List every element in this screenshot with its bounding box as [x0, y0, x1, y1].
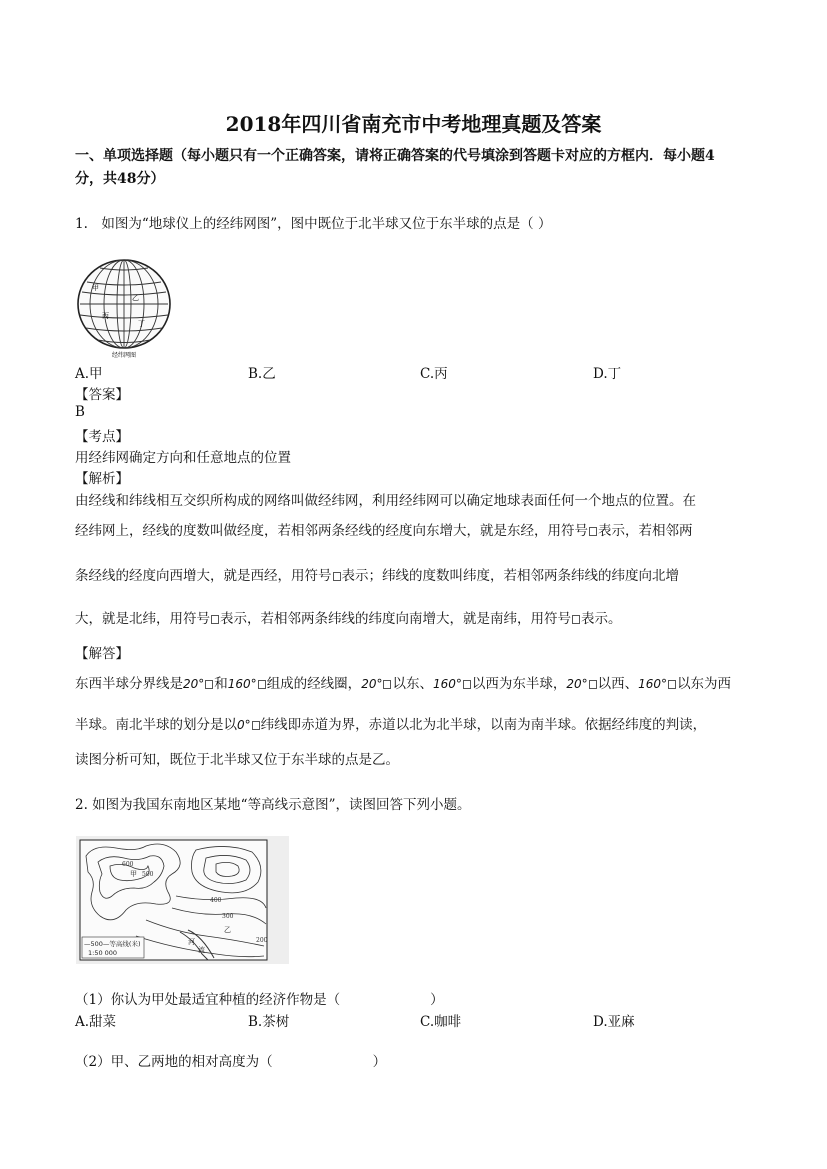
map-scale: 1:50 000: [88, 949, 118, 957]
jieda-line-3: 读图分析可知，既位于北半球又位于东半球的点是乙。: [75, 752, 399, 768]
q2-sub1-option-c: C.咖啡: [420, 1014, 462, 1030]
symbol-placeholder-icon: [668, 680, 676, 689]
globe-label-yi: 乙: [132, 294, 139, 302]
map-label-he: 河: [188, 938, 195, 946]
contour-map-figure: [76, 836, 289, 964]
q2-sub2-close: ）: [372, 1054, 387, 1070]
page-title: 2018年四川省南充市中考地理真题及答案: [225, 112, 602, 136]
q1-option-d: D.丁: [593, 366, 622, 382]
jiexi-line-4: [75, 607, 622, 627]
symbol-placeholder-icon: [572, 615, 580, 624]
jieda-tag: 【解答】: [75, 646, 129, 662]
jieda-text: 以东、: [392, 676, 433, 692]
map-label-200: 200: [256, 937, 268, 944]
jiexi-line-2b: 表示，若相邻两: [598, 523, 693, 539]
globe-label-jia: 甲: [92, 284, 99, 292]
answer-value: B: [75, 404, 85, 420]
jieda-line-2: [75, 713, 706, 733]
jieda-text: 以西为东半球，: [471, 676, 567, 692]
map-legend: —500—等高线(米): [84, 940, 141, 948]
globe-caption: 经纬网图: [111, 352, 137, 359]
math-160: 160°: [638, 677, 668, 691]
jiexi-line-3: [75, 564, 679, 584]
section-heading-line2: 分，共48分）: [75, 171, 165, 187]
jiexi-line-4a: 大，就是北纬，用符号: [75, 611, 210, 627]
symbol-placeholder-icon: [252, 721, 260, 730]
symbol-placeholder-icon: [333, 572, 341, 581]
globe-label-bing: 丙: [102, 312, 109, 320]
jieda-text: 以东为西: [677, 676, 732, 692]
map-label-600: 600: [122, 861, 134, 868]
jiexi-line-4b: 表示，若相邻两条纬线的纬度向南增大，就是南纬，用符号: [220, 611, 571, 627]
jiexi-line-4c: 表示。: [581, 611, 622, 627]
symbol-placeholder-icon: [383, 680, 391, 689]
q2-sub2: [75, 1050, 386, 1070]
q2-sub1: [75, 988, 444, 1008]
jieda-text: 东西半球分界线是: [75, 676, 183, 692]
map-label-400: 400: [210, 897, 222, 904]
jiexi-line-3b: 表示；纬线的度数叫纬度，若相邻两条纬线的纬度向北增: [341, 568, 679, 584]
symbol-placeholder-icon: [258, 680, 266, 689]
jieda-text: 和: [214, 676, 228, 692]
q2-sub1-option-b: B.茶树: [248, 1014, 290, 1030]
globe-label-ding: 丁: [138, 320, 145, 328]
jieda-line-1: [75, 672, 731, 692]
q1-option-a: A.甲: [75, 366, 103, 382]
jiexi-line-1: 由经线和纬线相互交织所构成的网络叫做经纬网，利用经纬网可以确定地球表面任何一个地点的位置。在: [75, 493, 696, 509]
jiexi-line-2a: 经纬网上，经线的度数叫做经度，若相邻两条经线的经度向东增大，就是东经，用符号: [75, 523, 588, 539]
q2-sub1-option-a: A.甜菜: [75, 1014, 117, 1030]
globe-figure: [74, 258, 174, 360]
map-label-yi: 乙: [224, 926, 231, 934]
q1-stem: 1. 如图为“地球仪上的经纬网图”，图中既位于北半球又位于东半球的点是（ ）: [75, 216, 552, 232]
jiexi-line-3a: 条经线的经度向西增大，就是西经，用符号: [75, 568, 332, 584]
q2-sub2-text: （2）甲、乙两地的相对高度为（: [75, 1054, 273, 1070]
map-label-500: 500: [142, 871, 154, 878]
map-label-liu: 流: [198, 946, 205, 954]
symbol-placeholder-icon: [211, 615, 219, 624]
jiexi-tag: 【解析】: [75, 471, 129, 487]
jieda-text: 以西、: [597, 676, 639, 692]
symbol-placeholder-icon: [205, 680, 213, 689]
symbol-placeholder-icon: [463, 680, 471, 689]
q2-sub1-option-d: D.亚麻: [593, 1014, 635, 1030]
section-heading-line1: 一、单项选择题（每小题只有一个正确答案，请将正确答案的代号填涂到答题卡对应的方框内．每小题4: [75, 148, 715, 164]
q1-option-c: C.丙: [420, 366, 448, 382]
math-20: 20°: [183, 677, 205, 691]
symbol-placeholder-icon: [589, 680, 597, 689]
q2-sub1-text: （1）你认为甲处最适宜种植的经济作物是（: [75, 992, 341, 1008]
math-20: 20°: [361, 677, 383, 691]
symbol-placeholder-icon: [589, 527, 597, 536]
jieda-text: 纬线即赤道为界，赤道以北为北半球，以南为南半球。依据经纬度的判读，: [260, 717, 707, 733]
kaodian-text: 用经纬网确定方向和任意地点的位置: [75, 450, 291, 466]
map-label-300: 300: [222, 913, 234, 920]
q2-stem: 2. 如图为我国东南地区某地“等高线示意图”，读图回答下列小题。: [75, 797, 471, 813]
jieda-text: 组成的经线圈，: [266, 676, 362, 692]
answer-tag: 【答案】: [75, 387, 129, 403]
math-0: 0°: [237, 718, 251, 732]
math-20: 20°: [566, 677, 588, 691]
map-label-jia: 甲: [130, 870, 137, 878]
math-160: 160°: [432, 677, 462, 691]
jieda-text: 半球。南北半球的划分是以: [75, 717, 237, 733]
q1-option-b: B.乙: [248, 366, 276, 382]
q2-sub1-close: ）: [430, 992, 444, 1008]
math-160: 160°: [227, 677, 257, 691]
kaodian-tag: 【考点】: [75, 429, 129, 445]
jiexi-line-2: [75, 519, 693, 539]
